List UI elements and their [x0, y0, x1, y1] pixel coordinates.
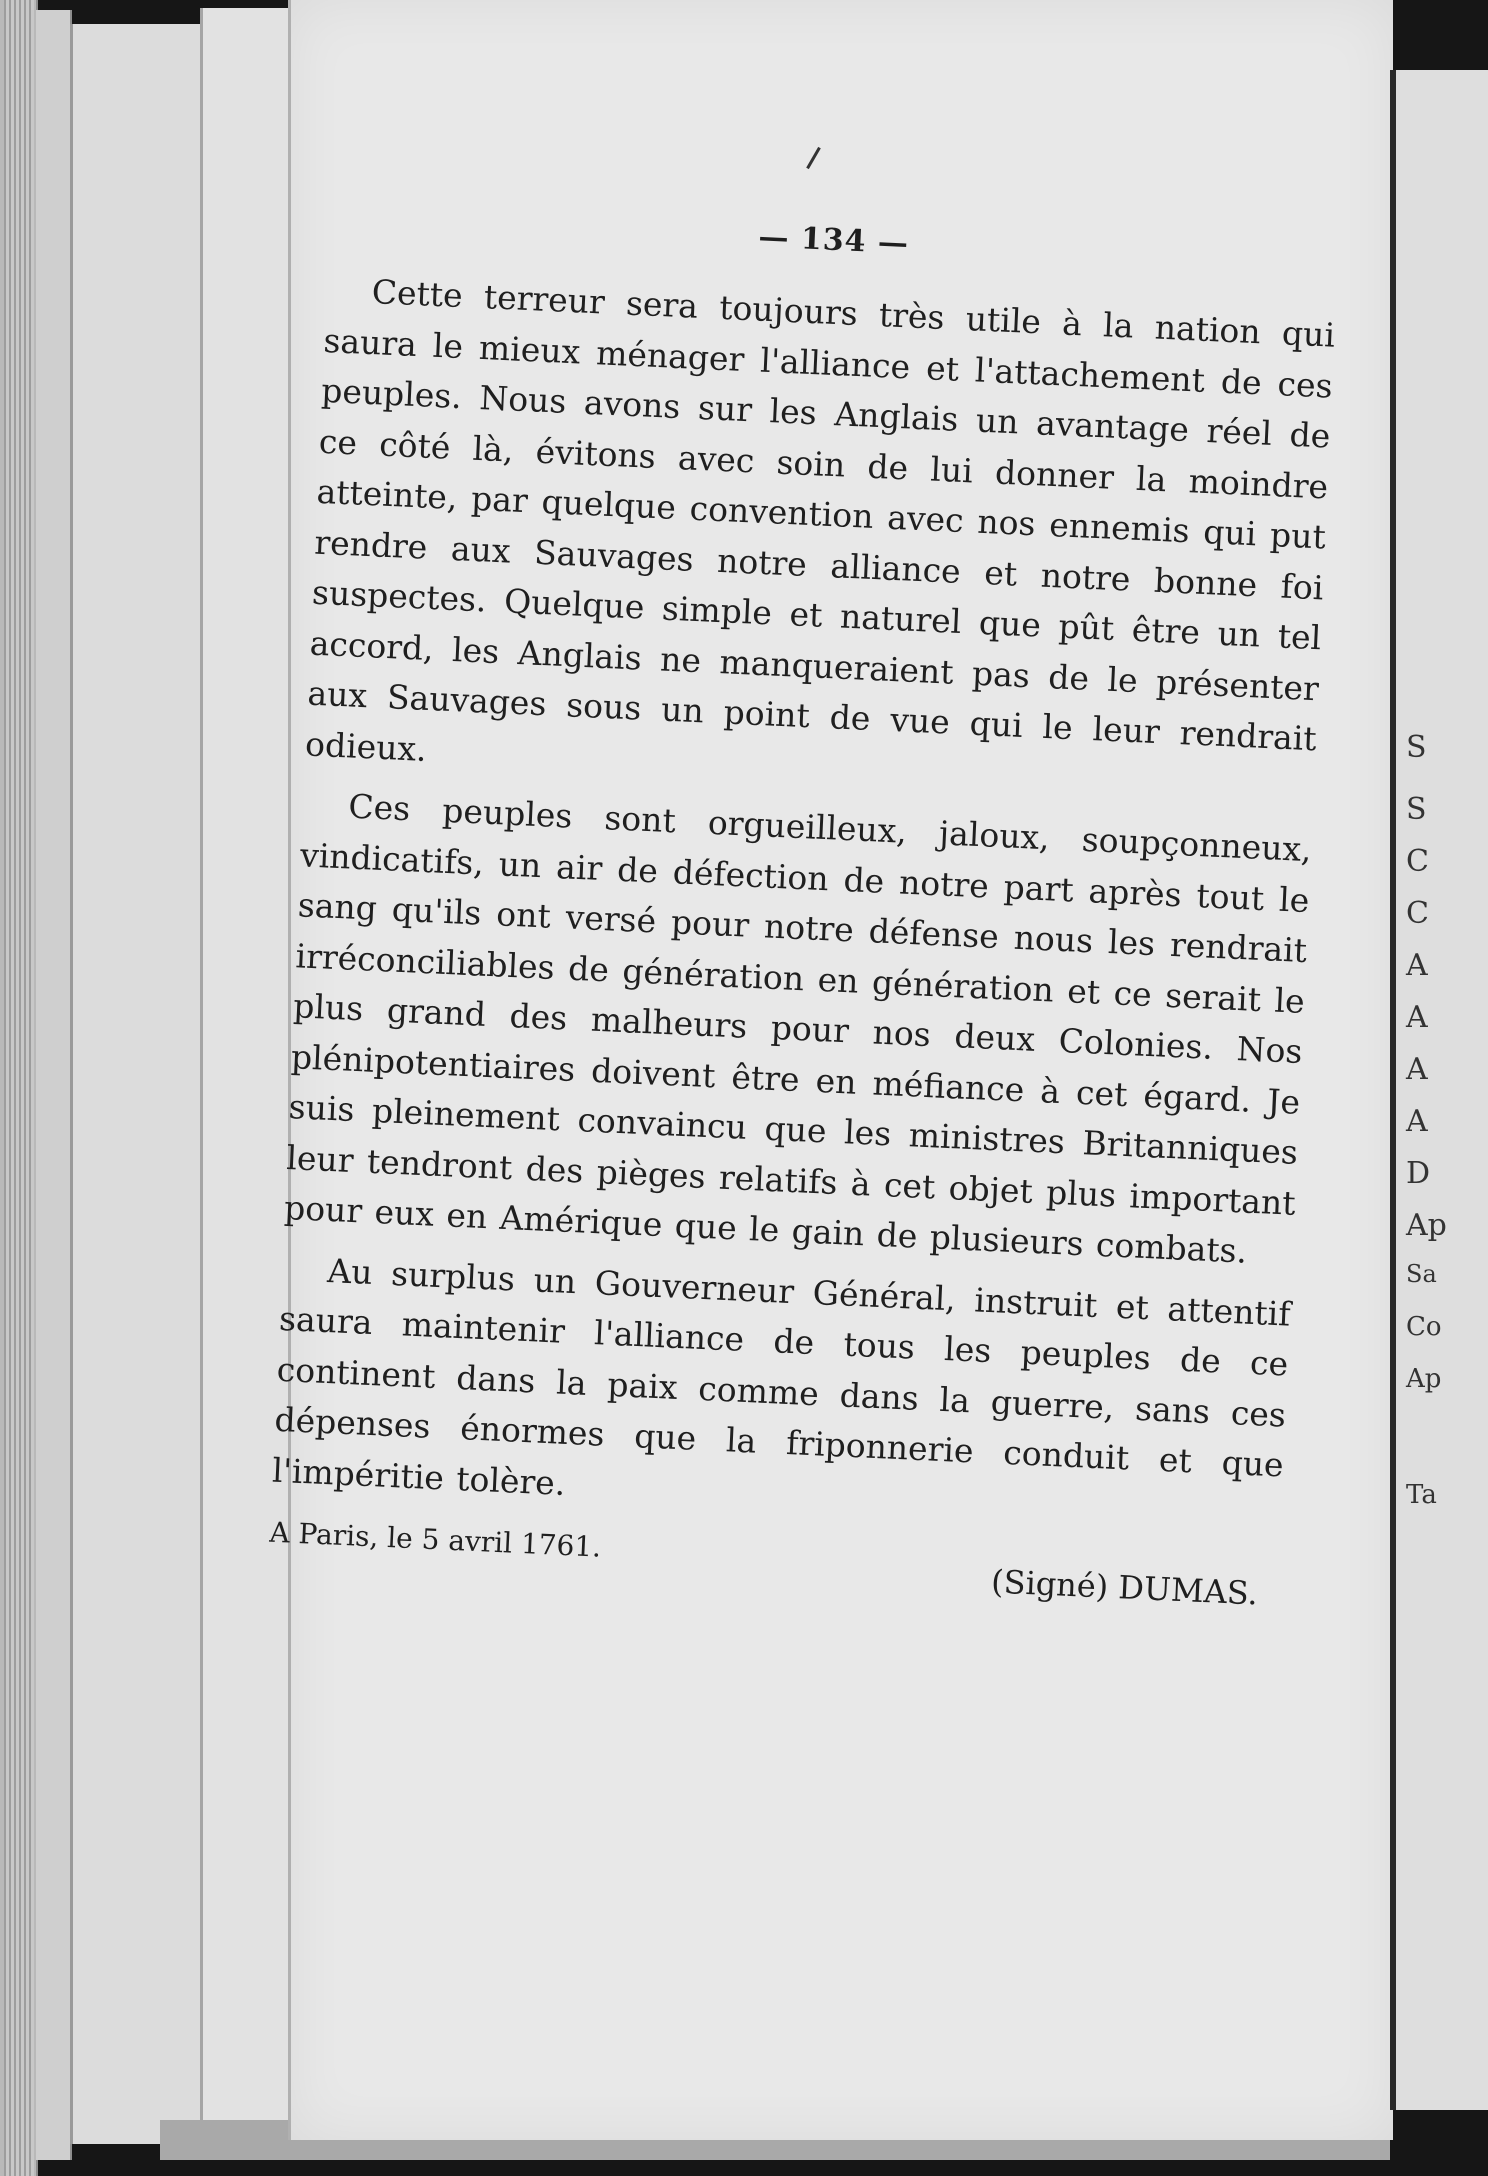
- page-stack-edge: [36, 10, 72, 2160]
- adjacent-page-fragment: Co: [1406, 1312, 1442, 1342]
- adjacent-page-fragment: Ap: [1406, 1208, 1447, 1243]
- adjacent-page-fragment: D: [1406, 1156, 1431, 1191]
- date-line: A Paris, le 5 avril 1761.: [268, 1515, 602, 1564]
- adjacent-page-fragment: Sa: [1406, 1260, 1437, 1288]
- adjacent-page: [1390, 70, 1488, 2110]
- page-stack-edge: [0, 0, 38, 2176]
- paragraph: Cette terreur sera toujours très utile à la nation qui saura le mieux ménager l'alliance et l'attachement de ces peuples. Nous avons sur les Anglais un avantage réel de ce côté là, évitons avec soin de lui donner la moindre atteinte, par quelque convention avec nos ennemis qui put rendre aux Sauvages notre alliance et notre bonne foi suspectes. Quelque simple et naturel que pût être un tel accord, les Anglais ne manqueraient pas de le présenter aux Sauvages sous un point de vue qui le leur rendrait odieux.: [304, 272, 1336, 769]
- adjacent-page-fragment: S: [1406, 730, 1427, 765]
- adjacent-page-fragment: A: [1406, 1052, 1428, 1087]
- signature: (Signé) DUMAS.: [990, 1562, 1259, 1613]
- paragraph: Au surplus un Gouverneur Général, instruit et attentif saura maintenir l'alliance de tous les peuples de ce continent dans la paix comme dans la guerre, sans ces dépenses énormes que la friponnerie conduit et que l'impéritie tolère.: [271, 1250, 1292, 1503]
- page-number: — 134 —: [757, 219, 910, 262]
- page-content: [268, 200, 1339, 1621]
- adjacent-page-fragment: Ap: [1406, 1364, 1442, 1394]
- adjacent-page-fragment: S: [1406, 792, 1427, 827]
- adjacent-page-fragment: C: [1406, 896, 1429, 931]
- page-stack-edge: [200, 8, 295, 2148]
- page-stack-edge: [70, 24, 205, 2144]
- adjacent-page-fragment: A: [1406, 1000, 1428, 1035]
- adjacent-page-fragment: C: [1406, 844, 1429, 879]
- paragraph: Ces peuples sont orgueilleux, jaloux, soupçonneux, vindicatifs, un air de défection de notre part après tout le sang qu'ils ont versé pour notre défense nous les rendrait irréconciliables de génération en génération et ce serait le plus grand des malheurs pour nos deux Colonies. Nos plénipotentiaires doivent être en méfiance à cet égard. Je suis pleinement convaincu que les ministres Britanniques leur tendront des pièges relatifs à cet objet plus important pour eux en Amérique que le gain de plusieurs combats.: [283, 786, 1313, 1271]
- adjacent-page-fragment: Ta: [1406, 1480, 1437, 1510]
- page-stack-lines: [4, 0, 34, 2176]
- adjacent-page-fragment: A: [1406, 948, 1428, 983]
- adjacent-page-fragment: A: [1406, 1104, 1428, 1139]
